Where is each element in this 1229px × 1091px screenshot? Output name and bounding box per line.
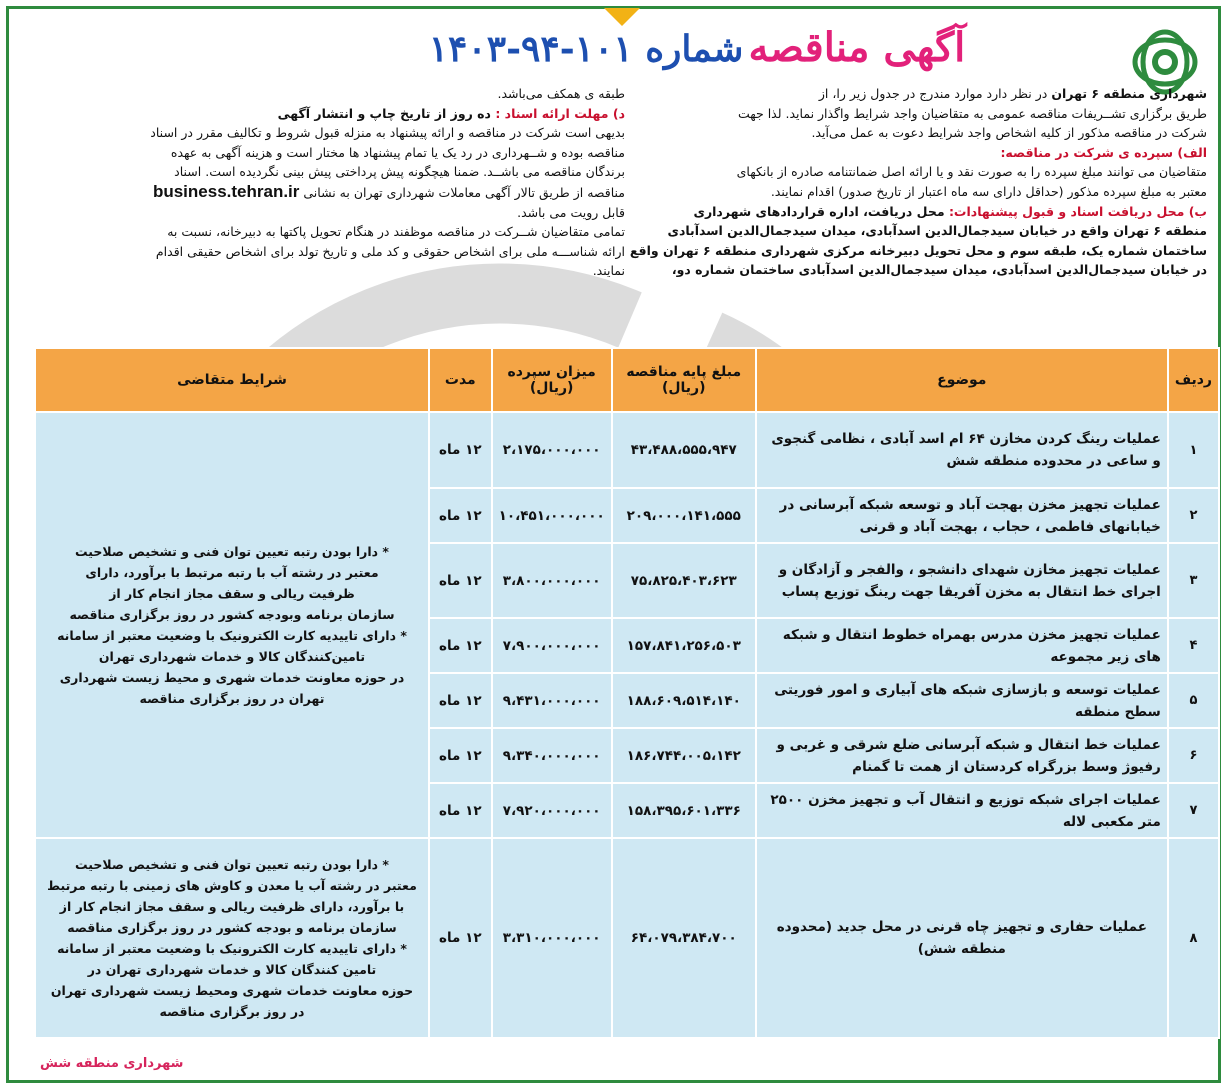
row-duration: ۱۲ ماه xyxy=(429,488,492,543)
row-subject: عملیات خط انتقال و شبکه آبرسانی ضلع شرقی و غربی و رفیوژ وسط بزرگراه کردستان از همت تا گمنام xyxy=(756,728,1168,783)
title-tender-notice: آگهی مناقصه xyxy=(748,24,966,71)
row-number: ۳ xyxy=(1168,543,1219,618)
header-conditions: شرایط متقاضی xyxy=(35,348,429,412)
row-duration: ۱۲ ماه xyxy=(429,412,492,488)
condition-line: * دارا بودن رتبه تعیین توان فنی و تشخیص صلاحیت xyxy=(75,544,389,559)
condition-line: تهران در روز برگزاری مناقصه xyxy=(139,691,325,706)
condition-line: * دارای تاییدیه کارت الکترونیک با وضعیت معتبر از سامانه xyxy=(57,628,407,643)
row-number: ۱ xyxy=(1168,412,1219,488)
row-duration: ۱۲ ماه xyxy=(429,618,492,673)
conditions-group-2 xyxy=(35,838,429,1038)
row-deposit: ۲،۱۷۵،۰۰۰،۰۰۰ xyxy=(492,412,612,488)
row-deposit: ۳،۳۱۰،۰۰۰،۰۰۰ xyxy=(492,838,612,1038)
row-base-price: ۶۴،۰۷۹،۳۸۴،۷۰۰ xyxy=(612,838,756,1038)
row-duration: ۱۲ ماه xyxy=(429,728,492,783)
row-subject: عملیات اجرای شبکه توزیع و انتقال آب و تجهیز مخزن ۲۵۰۰ متر مکعبی لاله xyxy=(756,783,1168,838)
section-a-line-1: متقاضیان می توانند مبلغ سپرده را به صورت نقد و یا ارائه اصل ضمانتنامه صادره از بانکهای xyxy=(736,164,1207,180)
table-row xyxy=(35,838,1219,1038)
conditions-group-1 xyxy=(35,412,429,838)
section-a-heading: الف) سپرده ی شرکت در مناقصه: xyxy=(1000,144,1207,160)
deadline-column xyxy=(23,84,625,281)
row-number: ۷ xyxy=(1168,783,1219,838)
section-b-heading-rest: محل دریافت، اداره قراردادهای شهرداری xyxy=(693,203,949,219)
row-base-price: ۱۸۸،۶۰۹،۵۱۴،۱۴۰ xyxy=(612,673,756,728)
row-subject: عملیات تجهیز مخازن شهدای دانشجو ، والفجر و آزادگان و اجرای خط انتقال به مخزن آفریقا جهت رینگ توزیع پساب xyxy=(756,543,1168,618)
tender-table xyxy=(34,347,1220,1039)
organization-name: شهرداری منطقه ۶ تهران xyxy=(1051,86,1207,101)
row-number: ۲ xyxy=(1168,488,1219,543)
row-subject: عملیات توسعه و بازسازی شبکه های آبیاری و امور فوریتی سطح منطقه xyxy=(756,673,1168,728)
title-tender-number: شماره ۱۰۱-۹۴-۱۴۰۳ xyxy=(428,28,744,70)
notice-title xyxy=(297,24,1097,78)
row-deposit: ۱۰،۴۵۱،۰۰۰،۰۰۰ xyxy=(492,488,612,543)
section-d-line-0: طبقه ی همکف می‌باشد. xyxy=(497,86,625,101)
row-base-price: ۱۵۸،۳۹۵،۶۰۱،۳۳۶ xyxy=(612,783,756,838)
section-d-line-5: قابل رویت می باشد. xyxy=(517,204,625,220)
condition-line: تامین‌کنندگان کالا و خدمات شهرداری تهران xyxy=(98,649,366,664)
intro-column xyxy=(629,84,1207,280)
row-number: ۴ xyxy=(1168,618,1219,673)
header-base-price: مبلغ پایه مناقصه (ریال) xyxy=(612,348,756,412)
row-deposit: ۹،۴۳۱،۰۰۰،۰۰۰ xyxy=(492,673,612,728)
section-a-line-2: معتبر به مبلغ سپرده مذکور (حداقل دارای سه ماه اعتبار از تاریخ صدور) اقدام نمایند. xyxy=(770,183,1207,199)
section-d-line-6: تمامی متقاضیان شــرکت در مناقصه موظفند در هنگام تحویل پاکتها به دبیرخانه، نسبت به xyxy=(167,224,625,240)
section-b-line-2: ساختمان شماره یک، طبقه سوم و محل تحویل دبیرخانه مرکزی شهرداری منطقه ۶ تهران واقع xyxy=(629,242,1207,258)
condition-line: تامین کنندگان کالا و خدمات شهرداری تهران در xyxy=(87,962,377,977)
condition-line: سازمان برنامه وبودجه کشور در روز برگزاری مناقصه xyxy=(69,607,395,622)
section-d-line-7: ارائه شناســـه ملی برای اشخاص حقوقی و کد ملی و تاریخ تولد برای اشخاص حقیقی اقدام xyxy=(155,243,625,259)
condition-line: در روز برگزاری مناقصه xyxy=(159,1004,305,1019)
row-duration: ۱۲ ماه xyxy=(429,783,492,838)
row-duration: ۱۲ ماه xyxy=(429,673,492,728)
header-row-number: ردیف xyxy=(1168,348,1219,412)
condition-line: * دارا بودن رتبه تعیین توان فنی و تشخیص صلاحیت xyxy=(75,857,389,872)
header-deposit: میزان سپرده (ریال) xyxy=(492,348,612,412)
row-base-price: ۴۳،۴۸۸،۵۵۵،۹۴۷ xyxy=(612,412,756,488)
condition-line: معتبر در رشته آب با رتبه مرتبط با برآورد، دارای xyxy=(85,565,379,580)
section-d-line-8: نمایند. xyxy=(592,263,625,279)
row-number: ۵ xyxy=(1168,673,1219,728)
row-base-price: ۱۸۶،۷۴۴،۰۰۵،۱۴۲ xyxy=(612,728,756,783)
row-base-price: ۱۵۷،۸۴۱،۲۵۶،۵۰۳ xyxy=(612,618,756,673)
table-row xyxy=(35,412,1219,488)
section-d-heading-rest: ده روز از تاریخ چاپ و انتشار آگهی xyxy=(277,105,496,121)
row-deposit: ۷،۹۲۰،۰۰۰،۰۰۰ xyxy=(492,783,612,838)
condition-line: حوزه معاونت خدمات شهری ومحیط زیست شهرداری تهران xyxy=(50,983,414,998)
section-d-line-4: مناقصه از طریق تالار آگهی معاملات شهرداری تهران به نشانی xyxy=(299,184,625,200)
intro-line-1: در نظر دارد موارد مندرج در جدول زیر را، از xyxy=(818,86,1052,101)
section-b-heading: ب) محل دریافت اسناد و قبول پیشنهادات: xyxy=(948,203,1207,219)
section-d-heading: د) مهلت ارائه اسناد : xyxy=(495,105,625,121)
condition-line: معتبر در رشته آب یا معدن و کاوش های زمینی با رتبه مرتبط xyxy=(47,878,417,893)
row-subject: عملیات تجهیز مخزن مدرس بهمراه خطوط انتقال و شبکه های زیر مجموعه xyxy=(756,618,1168,673)
table-header-row xyxy=(35,348,1219,412)
section-d-line-1: بدیهی است شرکت در مناقصه و ارائه پیشنهاد به منزله قبول شروط و تکالیف مقرر در اسناد xyxy=(150,125,625,141)
header-subject: موضوع xyxy=(756,348,1168,412)
intro-line-3: شرکت در مناقصه مذکور از کلیه اشخاص واجد شرایط دعوت به عمل می‌آید. xyxy=(811,125,1207,141)
row-duration: ۱۲ ماه xyxy=(429,543,492,618)
row-duration: ۱۲ ماه xyxy=(429,838,492,1038)
row-number: ۶ xyxy=(1168,728,1219,783)
section-d-line-3: برندگان مناقصه می باشــد. ضمنا هیچگونه پیش پرداختی پیش بینی نگردیده است. اسناد xyxy=(174,164,625,180)
condition-line: در حوزه معاونت خدمات شهری و محیط زیست شهرداری xyxy=(59,670,405,685)
row-base-price: ۲۰۹،۰۰۰،۱۴۱،۵۵۵ xyxy=(612,488,756,543)
row-subject: عملیات تجهیز مخزن بهجت آباد و توسعه شبکه آبرسانی در خیابانهای فاطمی ، حجاب ، بهجت آباد و قرنی xyxy=(756,488,1168,543)
section-b-line-3: در خیابان سیدجمال‌الدین اسدآبادی، میدان سیدجمال‌الدین اسدآبادی ساختمان شماره دو، xyxy=(671,262,1207,278)
row-number: ۸ xyxy=(1168,838,1219,1038)
condition-line: * دارای تاییدیه کارت الکترونیک با وضعیت معتبر از سامانه xyxy=(57,941,407,956)
intro-line-2: طریق برگزاری تشــریفات مناقصه عمومی به متقاضیان واجد شرایط واگذار نماید. لذا جهت xyxy=(737,105,1207,121)
row-deposit: ۷،۹۰۰،۰۰۰،۰۰۰ xyxy=(492,618,612,673)
row-subject: عملیات رینگ کردن مخازن ۶۴ ام اسد آبادی ، نظامی گنجوی و ساعی در محدوده منطقه شش xyxy=(756,412,1168,488)
condition-line: ظرفیت ریالی و سقف مجاز انجام کار از xyxy=(109,586,355,601)
section-b-line-1: منطقه ۶ تهران واقع در خیابان سیدجمال‌الدین اسدآبادی، میدان سیدجمال‌الدین اسدآبادی xyxy=(667,223,1207,239)
row-subject: عملیات حفاری و تجهیز چاه قرنی در محل جدید (محدوده منطقه شش) xyxy=(756,838,1168,1038)
condition-line: سازمان برنامه و بودجه کشور در روز برگزاری مناقصه xyxy=(67,920,397,935)
header-duration: مدت xyxy=(429,348,492,412)
footer-signature: شهرداری منطقه شش xyxy=(40,1056,184,1071)
condition-line: با برآورد، دارای ظرفیت ریالی و سقف مجاز انجام کار از xyxy=(59,899,405,914)
tender-website-link[interactable]: business.tehran.ir xyxy=(152,181,300,201)
section-d-line-2: مناقصه بوده و شــهرداری در رد یک یا تمام پیشنهاد ها مختار است و هزینه آگهی به عهده xyxy=(170,144,625,160)
row-deposit: ۳،۸۰۰،۰۰۰،۰۰۰ xyxy=(492,543,612,618)
row-deposit: ۹،۳۴۰،۰۰۰،۰۰۰ xyxy=(492,728,612,783)
row-base-price: ۷۵،۸۲۵،۴۰۳،۶۲۳ xyxy=(612,543,756,618)
